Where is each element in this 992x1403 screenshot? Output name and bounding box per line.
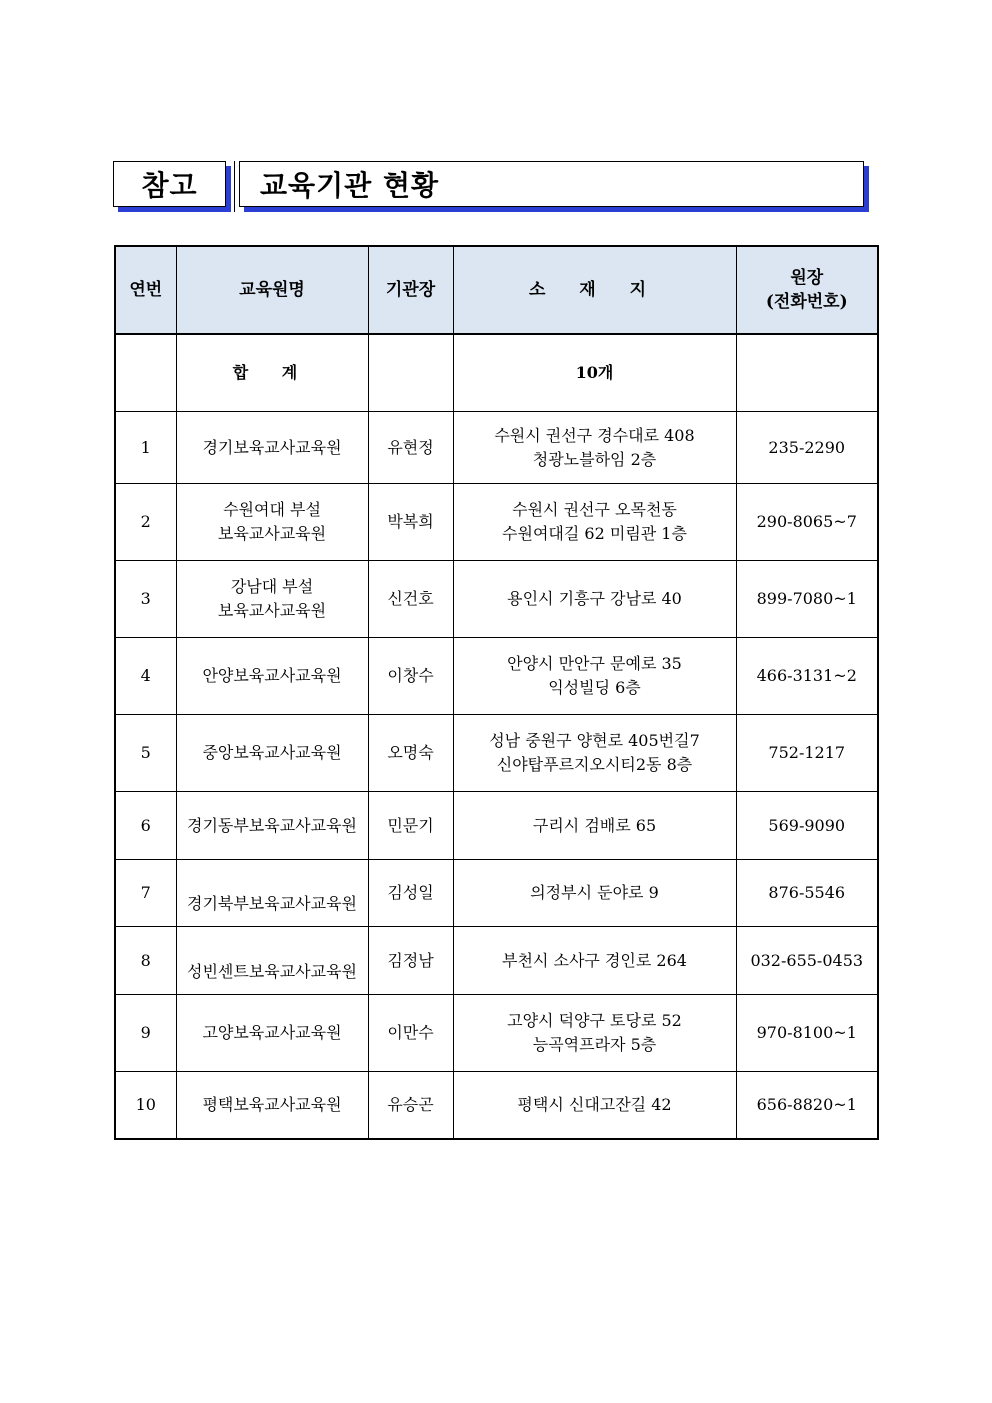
row-no: 1 [115, 412, 176, 484]
row-phone: 032-655-0453 [736, 927, 878, 995]
row-head: 오명숙 [368, 715, 453, 792]
row-address-line2: 수원여대길 62 미림관 1층 [502, 524, 687, 543]
row-head: 이만수 [368, 995, 453, 1072]
row-address-line1: 성남 중원구 양현로 405번길7 [489, 731, 700, 750]
header-head: 기관장 [368, 246, 453, 334]
row-address [453, 484, 736, 561]
row-address [453, 561, 736, 638]
row-address-line1: 구리시 검배로 65 [532, 815, 657, 835]
header-row [115, 246, 878, 334]
row-address [453, 995, 736, 1072]
row-no: 9 [115, 995, 176, 1072]
row-name-line1: 강남대 부설 [230, 577, 314, 596]
row-address [453, 638, 736, 715]
header-phone [736, 246, 878, 334]
row-address-line1: 용인시 기흥구 강남로 40 [507, 589, 682, 608]
row-name [176, 638, 368, 715]
row-head: 이창수 [368, 638, 453, 715]
table-row [115, 638, 878, 715]
table-row [115, 1072, 878, 1139]
header-name: 교육원명 [176, 246, 368, 334]
title-bar [113, 161, 879, 215]
reference-label-box [113, 161, 226, 207]
page-title: 교육기관 현황 [260, 169, 440, 202]
row-head: 김정남 [368, 927, 453, 995]
row-phone: 899-7080~1 [736, 561, 878, 638]
row-name [176, 715, 368, 792]
row-address-line2: 능곡역프라자 5층 [532, 1035, 657, 1054]
row-name-line1: 고양보육교사교육원 [202, 1023, 342, 1042]
table-row [115, 927, 878, 995]
row-head: 민문기 [368, 792, 453, 860]
row-address [453, 792, 736, 860]
row-no: 7 [115, 860, 176, 927]
row-no: 4 [115, 638, 176, 715]
row-phone: 656-8820~1 [736, 1072, 878, 1139]
table-row [115, 792, 878, 860]
row-address [453, 860, 736, 927]
header-phone-line2: (전화번호) [765, 292, 848, 312]
row-no: 2 [115, 484, 176, 561]
row-name [176, 792, 368, 860]
table-row [115, 484, 878, 561]
title-divider [234, 161, 235, 212]
reference-label: 참고 [141, 169, 198, 202]
total-head [368, 334, 453, 412]
row-name [176, 412, 368, 484]
row-address-line1: 안양시 만안구 문예로 35 [507, 654, 682, 673]
heading-box [239, 161, 864, 207]
table-row [115, 412, 878, 484]
row-name-line1: 중앙보육교사교육원 [202, 743, 342, 762]
row-head: 김성일 [368, 860, 453, 927]
row-name-line1: 평택보육교사교육원 [202, 1094, 342, 1114]
row-address [453, 715, 736, 792]
row-address-line2: 청광노블하임 2층 [532, 449, 657, 469]
row-phone: 290-8065~7 [736, 484, 878, 561]
row-name [176, 561, 368, 638]
total-phone [736, 334, 878, 412]
row-address [453, 412, 736, 484]
row-no: 8 [115, 927, 176, 995]
row-name-line2: 보육교사교육원 [217, 601, 327, 620]
total-row [115, 334, 878, 412]
row-phone: 752-1217 [736, 715, 878, 792]
row-name-line1: 수원여대 부설 [223, 500, 321, 519]
row-name [176, 484, 368, 561]
row-address [453, 927, 736, 995]
row-no: 3 [115, 561, 176, 638]
row-address-line1: 의정부시 둔야로 9 [530, 883, 659, 902]
row-address-line2: 익성빌딩 6층 [548, 678, 641, 697]
institution-table [114, 245, 879, 1140]
total-label: 합 계 [176, 334, 368, 412]
row-name-line1: 경기동부보육교사교육원 [186, 815, 358, 835]
header-phone-line1: 원장 [790, 268, 824, 288]
row-address-line1: 고양시 덕양구 토당로 52 [507, 1011, 682, 1030]
row-no: 6 [115, 792, 176, 860]
row-head: 유현정 [368, 412, 453, 484]
row-head: 유승곤 [368, 1072, 453, 1139]
row-phone: 466-3131~2 [736, 638, 878, 715]
total-count: 10개 [453, 334, 736, 412]
row-name-line1: 안양보육교사교육원 [202, 666, 342, 685]
row-phone: 235-2290 [736, 412, 878, 484]
row-head: 박복희 [368, 484, 453, 561]
header-location: 소 재 지 [453, 246, 736, 334]
row-name-line1: 성빈센트보육교사교육원 [186, 962, 358, 981]
row-head: 신건호 [368, 561, 453, 638]
row-phone: 569-9090 [736, 792, 878, 860]
row-phone: 876-5546 [736, 860, 878, 927]
table-row [115, 860, 878, 927]
row-name [176, 1072, 368, 1139]
row-address-line2: 신야탑푸르지오시티2동 8층 [496, 755, 693, 774]
table-row [115, 715, 878, 792]
row-address-line1: 수원시 권선구 오목천동 [512, 500, 677, 519]
total-no [115, 334, 176, 412]
row-address-line1: 수원시 권선구 경수대로 408 [494, 425, 695, 445]
row-address [453, 1072, 736, 1139]
header-no: 연번 [115, 246, 176, 334]
row-address-line1: 부천시 소사구 경인로 264 [502, 950, 687, 970]
table-row [115, 995, 878, 1072]
row-name [176, 927, 368, 995]
row-name [176, 860, 368, 927]
table-row [115, 561, 878, 638]
row-no: 5 [115, 715, 176, 792]
row-name-line1: 경기북부보육교사교육원 [186, 894, 358, 913]
row-address-line1: 평택시 신대고잔길 42 [517, 1094, 672, 1114]
row-name [176, 995, 368, 1072]
row-name-line1: 경기보육교사교육원 [202, 437, 342, 457]
row-name-line2: 보육교사교육원 [217, 524, 327, 543]
row-no: 10 [115, 1072, 176, 1139]
row-phone: 970-8100~1 [736, 995, 878, 1072]
